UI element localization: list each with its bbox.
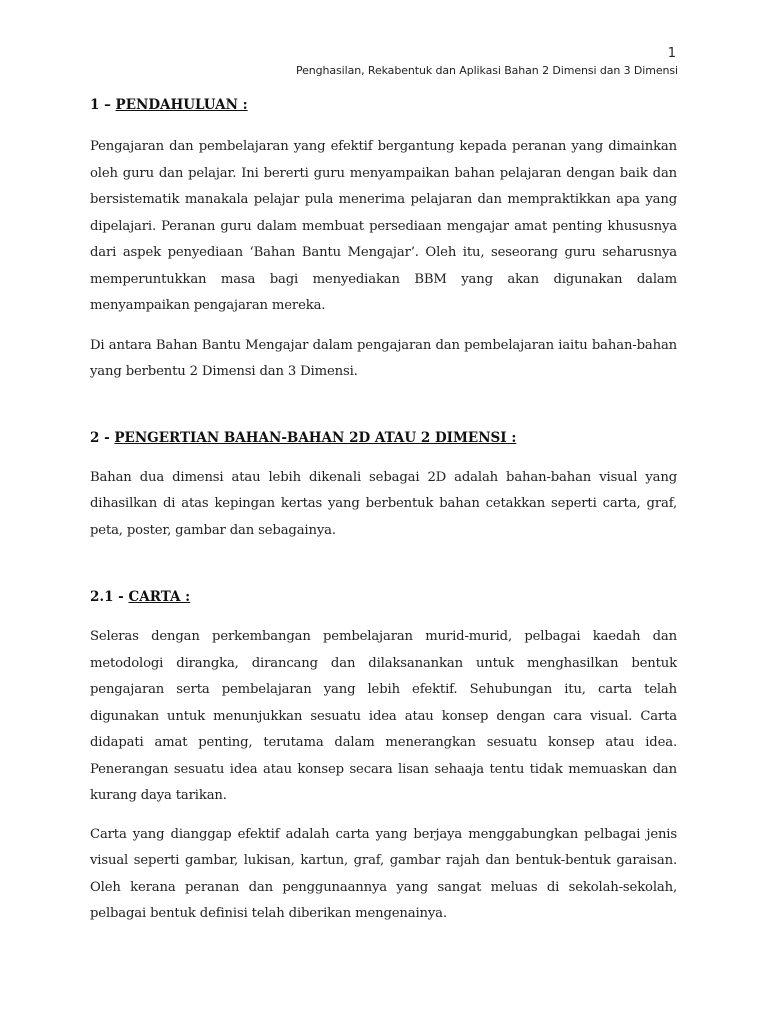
section-number: 2.1 -	[90, 589, 124, 605]
running-title: Penghasilan, Rekabentuk dan Aplikasi Bahan 2 Dimensi dan 3 Dimensi	[295, 64, 678, 77]
section-number: 1 –	[90, 97, 111, 113]
section-title: PENDAHULUAN :	[115, 97, 248, 113]
paragraph: Bahan dua dimensi atau lebih dikenali sebagai 2D adalah bahan-bahan visual yang dihasilkan di atas kepingan kertas yang berbentuk bahan cetakkan seperti carta, graf, peta, poster, gambar dan sebagainya.	[90, 469, 677, 538]
paragraph: Pengajaran dan pembelajaran yang efektif bergantung kepada peranan yang dimainkan oleh guru dan pelajar. Ini bererti guru menyampaikan bahan pelajaran dengan baik dan bersistematik manakala pelajar pula menerima pelajaran dan mempraktikkan apa yang dipelajari. Peranan guru dalam membuat persediaan mengajar amat penting khususnya dari aspek penyediaan ‘Bahan Bantu Mengajar’. Oleh itu, seseorang guru seharusnya memperuntukkan masa bagi menyediakan BBM yang akan digunakan dalam menyampaikan pengajaran mereka.	[90, 139, 677, 313]
paragraph: Seleras dengan perkembangan pembelajaran murid-murid, pelbagai kaedah dan metodologi dirangka, dirancang dan dilaksanankan untuk menghasilkan bentuk pengajaran serta pembelajaran yang lebih efektif. Sehubungan itu, carta telah digunakan untuk menunjukkan sesuatu idea atau konsep dengan cara visual. Carta didapati amat penting, terutama dalam menerangkan sesuatu konsep atau idea. Penerangan sesuatu idea atau konsep secara lisan sehaaja tentu tidak memuaskan dan kurang daya tarikan.	[90, 629, 677, 803]
section-heading-pendahuluan	[90, 94, 677, 116]
paragraph: Di antara Bahan Bantu Mengajar dalam pengajaran dan pembelajaran iaitu bahan-bahan yang berbentu 2 Dimensi dan 3 Dimensi.	[90, 337, 677, 379]
page-number: 1	[667, 46, 676, 61]
section-title: CARTA :	[128, 589, 191, 605]
paragraph: Carta yang dianggap efektif adalah carta yang berjaya menggabungkan pelbagai jenis visual seperti gambar, lukisan, kartun, graf, gambar rajah dan bentuk-bentuk garaisan. Oleh kerana peranan dan penggunaannya yang sangat meluas di sekolah-sekolah, pelbagai bentuk definisi telah diberikan mengenainya.	[90, 826, 677, 921]
page-header	[90, 45, 678, 79]
section-title: PENGERTIAN BAHAN-BAHAN 2D ATAU 2 DIMENSI :	[114, 429, 517, 446]
section-number: 2 -	[90, 429, 110, 446]
section-heading-pengertian	[90, 427, 677, 449]
document-body	[90, 90, 677, 928]
section-heading-carta	[90, 586, 677, 608]
